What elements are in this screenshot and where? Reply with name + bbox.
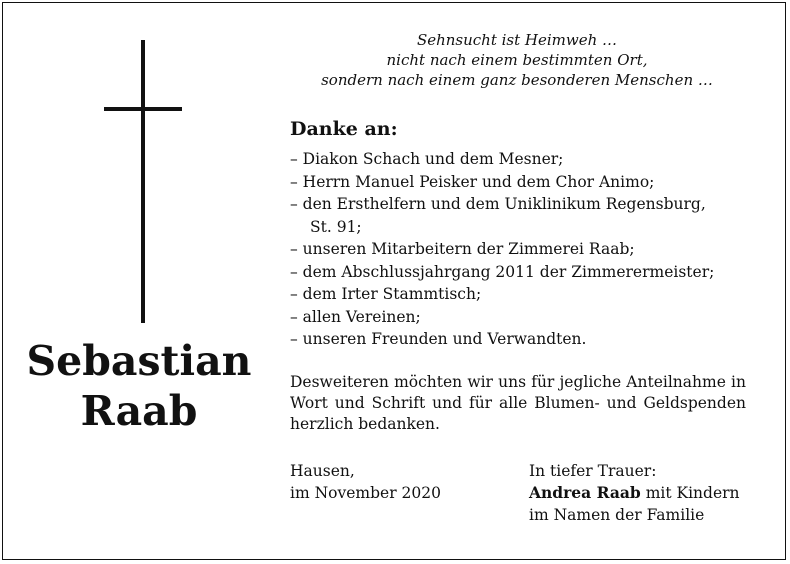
thanks-item: – unseren Mitarbeitern der Zimmerei Raab; [290,240,635,258]
thanks-list [290,148,760,351]
signature-intro: In tiefer Trauer: [529,462,657,480]
thanks-item: – allen Vereinen; [290,307,421,326]
thanks-item-text: – den Ersthelfern und dem Uniklinikum Regensburg, [290,195,706,213]
quote-line: sondern nach einem ganz besonderen Menschen … [321,71,713,89]
thanks-item-continuation: St. 91; [310,217,362,236]
signature [529,460,769,526]
deceased-name [20,336,258,436]
signature-family-line: im Namen der Familie [529,506,705,524]
cross-icon-vertical [141,40,145,323]
quote-line: Sehnsucht ist Heimweh … [416,31,618,49]
place-date [290,460,490,504]
signature-name-line [529,482,769,504]
thanks-item: – dem Abschlussjahrgang 2011 der Zimmerermeister; [290,262,715,281]
thanks-item: – dem Irter Stammtisch; [290,285,482,303]
cross-icon-horizontal [104,107,182,111]
thanks-item [290,193,760,238]
thanks-item: – unseren Freunden und Verwandten. [290,330,587,348]
thanks-heading: Danke an: [290,118,398,140]
place: Hausen, [290,462,355,480]
signature-name-suffix: mit Kindern [640,484,740,502]
thanks-item: – Diakon Schach und dem Mesner; [290,150,564,168]
quote [290,30,744,90]
thanks-item: – Herrn Manuel Peisker und dem Chor Animo; [290,172,655,191]
quote-line: nicht nach einem bestimmten Ort, [386,51,648,69]
date: im November 2020 [290,484,441,502]
signature-name: Andrea Raab [529,483,641,502]
last-name: Raab [80,387,198,435]
closing-paragraph: Desweiteren möchten wir uns für jegliche Anteilnahme in Wort und Schrift und für alle Blumen- und Geldspenden herzlich bedanken. [290,373,746,433]
first-name: Sebastian [26,337,252,385]
